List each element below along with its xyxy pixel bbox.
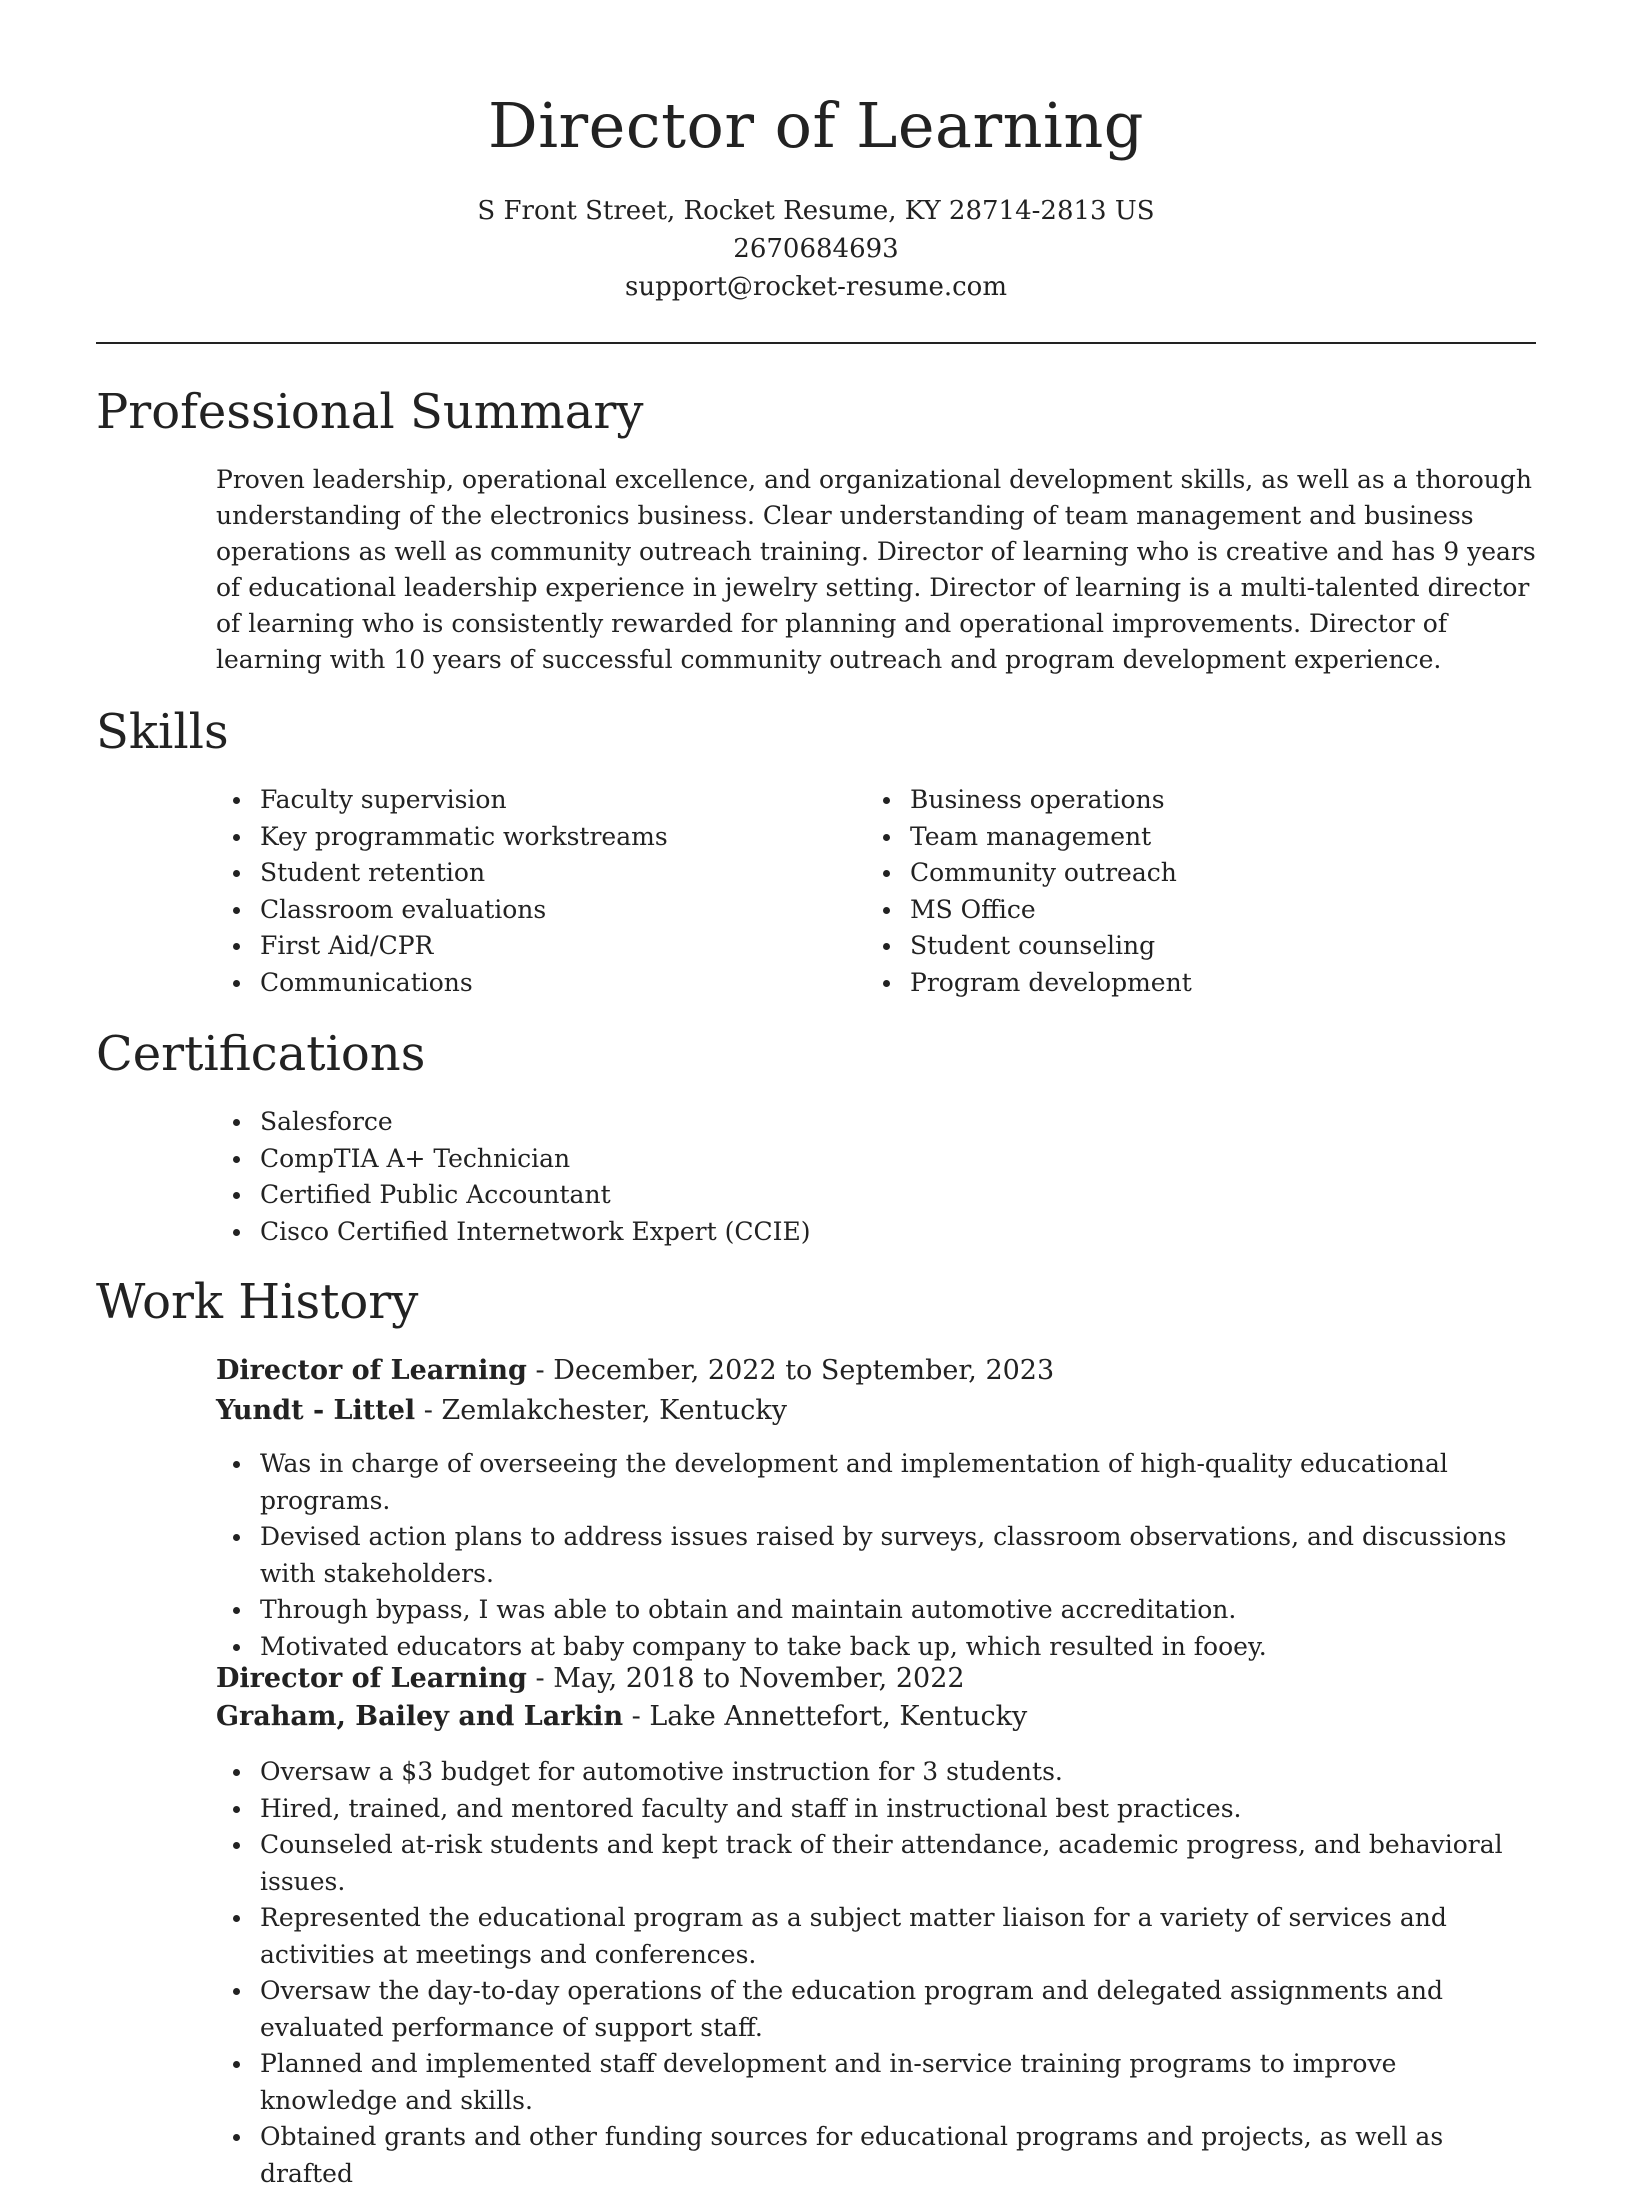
list-item: Key programmatic workstreams	[216, 819, 836, 856]
list-item: Oversaw the day-to-day operations of the education program and delegated assignments and evaluated performance of support staff.	[216, 1973, 1536, 2046]
list-item: Communications	[216, 965, 836, 1002]
list-item: CompTIA A+ Technician	[216, 1141, 1516, 1178]
list-item: Devised action plans to address issues raised by surveys, classroom observations, and discussions with stakeholders.	[216, 1519, 1536, 1592]
list-item: Obtained grants and other funding sources for educational programs and projects, as well as drafted	[216, 2119, 1536, 2192]
list-item: Represented the educational program as a subject matter liaison for a variety of services and activities at meetings and conferences.	[216, 1900, 1536, 1973]
job-role: Director of Learning	[216, 1355, 527, 1386]
list-item: Student counseling	[866, 928, 1486, 965]
job-title-line	[216, 1660, 965, 1698]
job-dates: - May, 2018 to November, 2022	[526, 1663, 965, 1694]
skills-heading: Skills	[96, 704, 229, 760]
list-item: Salesforce	[216, 1104, 1516, 1141]
list-item: Program development	[866, 965, 1486, 1002]
address: S Front Street, Rocket Resume, KY 28714-2813 US	[477, 196, 1155, 226]
certifications-list	[216, 1104, 1516, 1250]
list-item: Motivated educators at baby company to take back up, which resulted in fooey.	[216, 1629, 1536, 1666]
list-item: Cisco Certified Internetwork Expert (CCIE)	[216, 1214, 1516, 1251]
job-bullets	[216, 1446, 1536, 1665]
list-item: Business operations	[866, 782, 1486, 819]
list-item: Counseled at-risk students and kept track of their attendance, academic progress, and behavioral issues.	[216, 1827, 1536, 1900]
job-company: Graham, Bailey and Larkin	[216, 1701, 624, 1732]
email: support@rocket-resume.com	[624, 272, 1007, 302]
contact-block	[0, 192, 1632, 306]
job-company-line	[216, 1392, 787, 1430]
job-company-line	[216, 1698, 1027, 1736]
job-location: - Zemlakchester, Kentucky	[415, 1395, 787, 1426]
work-history-heading: Work History	[96, 1274, 419, 1330]
list-item: Classroom evaluations	[216, 892, 836, 929]
list-item: Was in charge of overseeing the development and implementation of high-quality educational programs.	[216, 1446, 1536, 1519]
list-item: Faculty supervision	[216, 782, 836, 819]
list-item: Community outreach	[866, 855, 1486, 892]
list-item: First Aid/CPR	[216, 928, 836, 965]
list-item: Through bypass, I was able to obtain and maintain automotive accreditation.	[216, 1592, 1536, 1629]
list-item: Hired, trained, and mentored faculty and staff in instructional best practices.	[216, 1791, 1536, 1828]
job-location: - Lake Annettefort, Kentucky	[623, 1701, 1028, 1732]
skills-list-left	[216, 782, 836, 1001]
list-item: Student retention	[216, 855, 836, 892]
resume-name: Director of Learning	[487, 89, 1144, 162]
header-divider	[96, 342, 1536, 344]
certifications-heading: Certifications	[96, 1026, 426, 1082]
job-bullets	[216, 1754, 1536, 2192]
list-item: Team management	[866, 819, 1486, 856]
job-title-line	[216, 1352, 1054, 1390]
list-item: Planned and implemented staff development and in-service training programs to improve knowledge and skills.	[216, 2046, 1536, 2119]
job-dates: - December, 2022 to September, 2023	[526, 1355, 1055, 1386]
list-item: Oversaw a $3 budget for automotive instruction for 3 students.	[216, 1754, 1536, 1791]
summary-text: Proven leadership, operational excellence, and organizational development skills, as well as a thorough understanding of the electronics business. Clear understanding of team management and business operations as well as community outreach training. Director of learning who is creative and has 9 years of educational leadership experience in jewelry setting. Director of learning is a multi-talented director of learning who is consistently rewarded for planning and operational improvements. Director of learning with 10 years of successful community outreach and program development experience.	[216, 465, 1536, 674]
skills-list-right	[866, 782, 1486, 1001]
job-company: Yundt - Littel	[216, 1395, 416, 1426]
list-item: Certified Public Accountant	[216, 1177, 1516, 1214]
job-role: Director of Learning	[216, 1663, 527, 1694]
summary-heading: Professional Summary	[96, 384, 644, 440]
phone: 2670684693	[733, 234, 899, 264]
list-item: MS Office	[866, 892, 1486, 929]
